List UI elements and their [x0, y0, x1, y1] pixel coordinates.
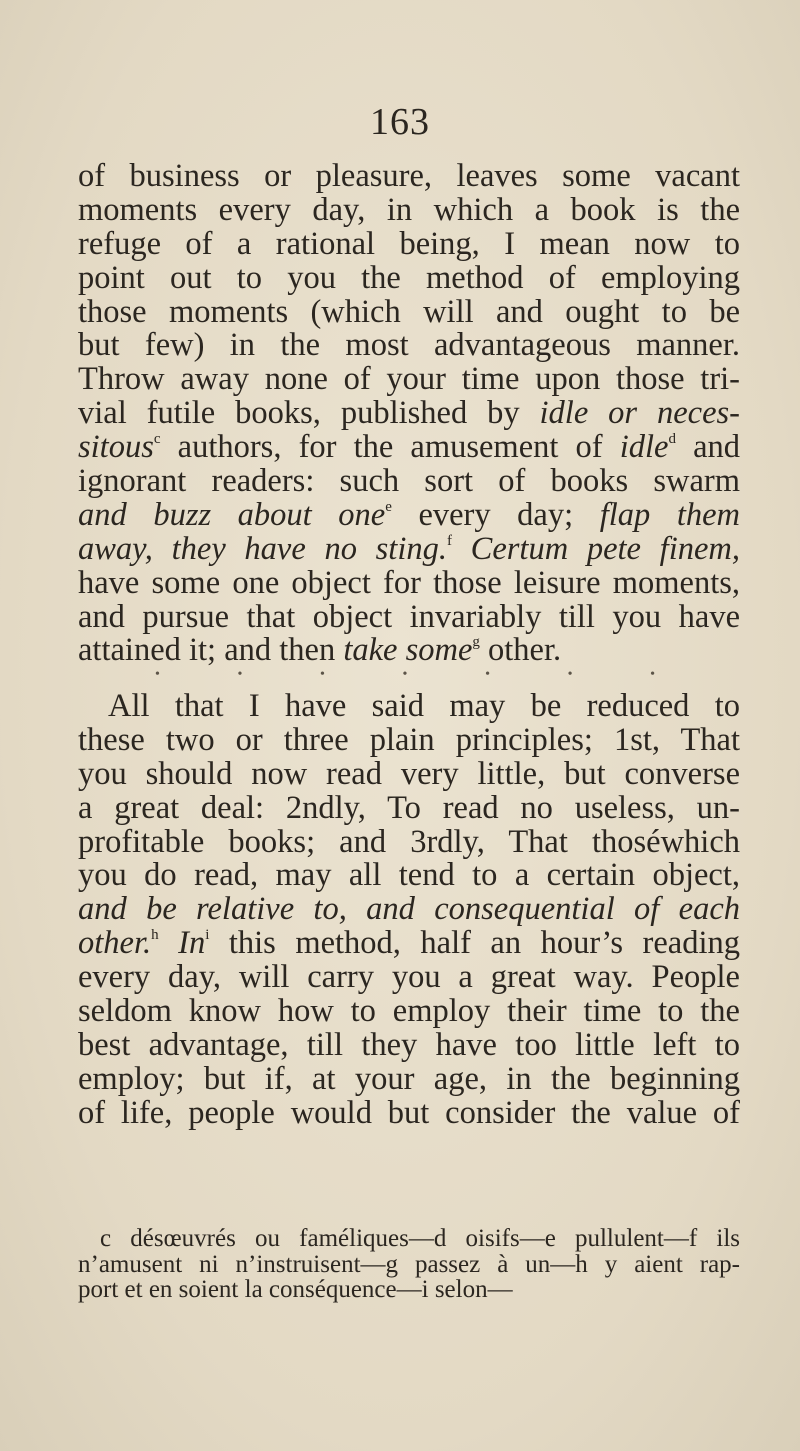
text-line: profitable books; and 3rdly, That thoséwhich [78, 823, 740, 860]
footnote-marker: d [668, 431, 676, 448]
text-line: moments every day, in which a book is the [78, 191, 740, 228]
footnote-marker: g [472, 634, 480, 651]
italic-text: and buzz about one [78, 496, 386, 533]
text-line [78, 634, 740, 668]
footnote-marker: f [446, 532, 452, 549]
text-line: have some one object for those leisure moments, [78, 564, 740, 601]
italic-text: flap them [599, 496, 741, 533]
italic-text-line: and be relative to, and consequential of each [78, 891, 740, 928]
text-line: All that I have said may be reduced to [108, 688, 740, 724]
text-line: point out to you the method of employing [78, 259, 740, 296]
text-line [78, 530, 740, 567]
text-line: these two or three plain principles; 1st, That [78, 721, 740, 758]
text-line: those moments (which will and ought to be [78, 293, 740, 330]
text-line: a great deal: 2ndly, To read no useless, un- [78, 789, 740, 826]
paragraph-1 [78, 160, 740, 668]
italic-text: In [158, 925, 206, 962]
text-line: every day, will carry you a great way. People [78, 959, 740, 996]
text-line: you do read, may all tend to a certain object, [78, 857, 740, 894]
text-line: Throw away none of your time upon those tri- [78, 361, 740, 398]
text-run: other. [479, 632, 562, 669]
footnote-marker: i [205, 927, 210, 944]
footnote-marker: e [385, 498, 392, 515]
italic-text: away, they have no sting. [78, 530, 447, 567]
text-line: of business or pleasure, leaves some vacant [78, 158, 740, 194]
text-line: employ; but if, at your age, in the beginning [78, 1060, 740, 1097]
italic-text: other. [78, 925, 152, 962]
text-line: ignorant readers: such sort of books swarm [78, 463, 740, 500]
footnote-marker: c [153, 431, 161, 448]
footnote-line: c désœuvrés ou faméliques—d oisifs—e pullulent—f ils [100, 1225, 740, 1252]
text-line: seldom know how to employ their time to the [78, 993, 740, 1030]
dot-ornament: • [402, 667, 408, 682]
italic-text: take some [343, 632, 473, 669]
decorative-dots [155, 667, 655, 683]
text-line [78, 397, 740, 431]
footnotes [78, 1226, 740, 1303]
text-line: you should now read very little, but converse [78, 755, 740, 792]
italic-text: sitous [78, 429, 154, 466]
dot-ornament: • [485, 667, 490, 682]
italic-text: idle [619, 429, 669, 466]
italic-text: idle or neces- [539, 395, 740, 432]
text-line: and pursue that object invariably till you have [78, 598, 740, 635]
text-line [78, 927, 740, 961]
dot-ornament: • [320, 667, 325, 682]
paragraph-2 [78, 690, 740, 1131]
footnote-line: n’amusent ni n’instruisent—g passez à un—h y aient rap- [78, 1250, 740, 1278]
dot-ornament: • [237, 667, 243, 682]
text-line: but few) in the most advantageous manner. [78, 327, 740, 364]
text-run: and [675, 429, 740, 466]
text-line: refuge of a rational being, I mean now to [78, 225, 740, 262]
footnote-line: port et en soient la conséquence—i selon— [78, 1276, 513, 1303]
text-line [78, 496, 741, 533]
dot-ornament: • [650, 667, 655, 682]
text-run: vial futile books, published by [78, 395, 540, 432]
text-run: authors, for the amusement of [160, 429, 620, 466]
dot-ornament: • [155, 667, 160, 682]
italic-text: Certum pete finem, [451, 530, 740, 567]
footnote-marker: h [151, 927, 159, 944]
text-line [78, 431, 740, 465]
text-run: this method, half an hour’s reading [209, 925, 740, 962]
page-number: 163 [370, 101, 430, 143]
text-line: of life, people would but consider the value of [78, 1094, 740, 1131]
text-run: attained it; and then [78, 632, 344, 669]
text-run: every day; [391, 496, 600, 533]
dot-ornament: • [567, 667, 573, 682]
text-line: best advantage, till they have too little left to [78, 1026, 740, 1063]
